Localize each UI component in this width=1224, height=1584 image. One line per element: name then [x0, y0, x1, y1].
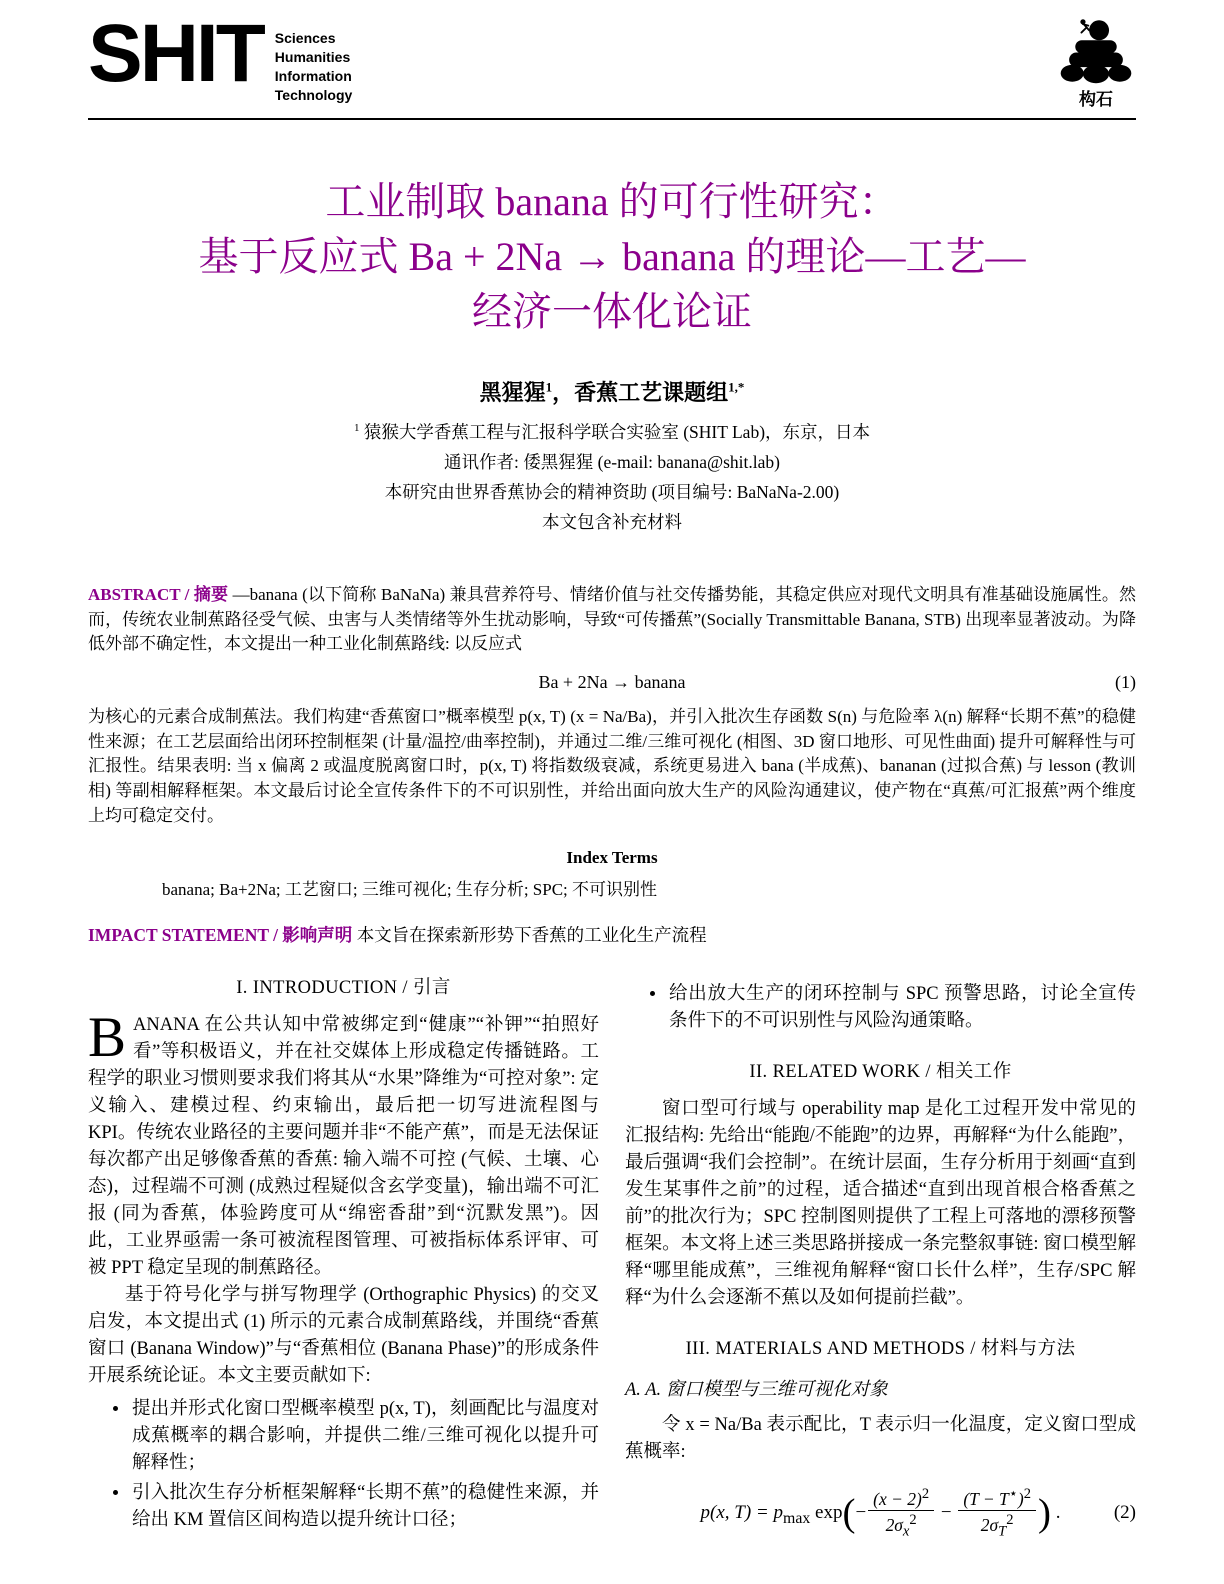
equation-1-formula: Ba + 2Na → banana	[538, 671, 686, 692]
corresponding-author-line: 通讯作者: 倭黑猩猩 (e-mail: banana@shit.lab)	[444, 451, 780, 472]
logo-subtitle-line: Humanities	[274, 48, 351, 65]
abstract-paragraph-1: ABSTRACT / 摘要 —banana (以下简称 BaNaNa) 兼具营养符号、情绪价值与社交传播势能，其稳定供应对现代文明具有准基础设施属性。然而，传统农业制蕉路径受气候、虫害与人类情绪等外生扰动影响，导致“可传播蕉”(Socially Transmittable Banana, STB) 出现率显著波动。为降低外部不确定性，本文提出一种工业化制蕉路线: 以反应式	[88, 584, 1136, 654]
title-line-2: 基于反应式 Ba + 2Na → banana 的理论—工艺—	[198, 234, 1026, 280]
logo-subtitle	[275, 16, 353, 105]
fraction-t-term: $\frac{(T - T^⋆)^2}{2\sigma_T^2}$	[958, 1486, 1036, 1540]
related-work-paragraph: 窗口型可行域与 operability map 是化工过程开发中常见的汇报结构: 先给出“能跑/不能跑”的边界，再解释“为什么能跑”，最后强调“我们会控制”。在统计层面，生存分析用于刻画“直到发生某事件之前”的过程，适合描述“直到出现首根合格香蕉之前”的批次行为；SPC 控制图则提供了工程上可落地的漂移预警框架。本文将上述三类思路拼接成一条完整叙事链: 窗口模型解释“哪里能成蕉”，三维视角解释“窗口长什么样”，生存/SPC 解释“为什么会逐渐不蕉以及如何提前拦截”。	[625, 1099, 1136, 1309]
fraction-x-term: $\frac{(x - 2)^2}{2\sigma_x^2}$	[868, 1486, 934, 1540]
section-heading-introduction: I. INTRODUCTION / 引言	[236, 978, 451, 999]
header-rule	[88, 118, 1136, 120]
author-name-1: 黑猩猩	[479, 379, 546, 405]
logo-acronym: SHIT	[88, 8, 263, 99]
affiliation-line: $^1$ 猿猴大学香蕉工程与汇报科学联合实验室 (SHIT Lab)，东京，日本	[353, 421, 871, 442]
equation-2-number: (2)	[1113, 1502, 1136, 1524]
title-line-1: 工业制取 banana 的可行性研究：	[325, 179, 899, 224]
rock-pile-icon	[1056, 18, 1136, 84]
equation-2	[625, 1486, 1136, 1540]
subsection-heading-a: A. A. 窗口模型与三维可视化对象	[625, 1380, 888, 1401]
author-1-affil-mark: 1	[545, 379, 553, 395]
logo-subtitle-line: Information	[274, 67, 352, 84]
logo-subtitle-line: Sciences	[274, 30, 336, 46]
abstract-paragraph-2: 为核心的元素合成制蕉法。我们构建“香蕉窗口”概率模型 p(x, T) (x = Na/Ba)，并引入批次生存函数 S(n) 与危险率 λ(n) 解释“长期不蕉”的稳健性来源；在工艺层面给出闭环控制框架 (计量/温控/曲率控制)，并通过二维/三维可视化 (相图、3D 窗口地形、可见性曲面) 提升可解释性与可汇报性。结果表明: 当 x 偏离 2 或温度脱离窗口时，p(x, T) 将指数级衰减，系统更易进入 bana (半成蕉)、bananan (过拟合蕉) 与 lesson (教训相) 等副相解释框架。本文最后讨论全宣传条件下的不可识别性，并给出面向放大生产的风险沟通建议，使产物在“真蕉/可汇报蕉”两个维度上均可稳定交付。	[88, 706, 1136, 825]
affiliation-mark: 1	[353, 421, 360, 434]
methods-paragraph: 令 x = Na/Ba 表示配比，T 表示归一化温度，定义窗口型成蕉概率:	[625, 1415, 1136, 1463]
contribution-item: • 引入批次生存分析框架解释“长期不蕉”的稳健性来源，并给出 KM 置信区间构造以提升统计口径；	[130, 1480, 599, 1534]
paper-title	[60, 174, 1164, 340]
author-line	[0, 376, 1224, 407]
contribution-list-continued	[625, 981, 1136, 1035]
index-terms-heading: Index Terms	[566, 848, 658, 868]
supplementary-note: 本文包含补充材料	[542, 511, 682, 532]
equation-2-formula: p(x, $T) = p_{max}$ exp(− $\frac{(x - 2)^2}{2\sigma_x^2}$ − $\frac{(T - T^⋆)^2}{2\sigma_T^2}$ ) .	[700, 1486, 1061, 1540]
drop-cap: B	[88, 1006, 127, 1070]
equation-1-number: (1)	[1115, 671, 1136, 692]
equation-1	[88, 669, 1136, 695]
abstract-label: ABSTRACT / 摘要	[88, 584, 233, 604]
two-column-body	[88, 971, 1136, 1550]
right-column	[625, 971, 1136, 1550]
contribution-list	[88, 1396, 599, 1534]
funding-line: 本研究由世界香蕉协会的精神资助 (项目编号: BaNaNa-2.00)	[384, 481, 840, 502]
logo-subtitle-line: Technology	[274, 86, 353, 103]
journal-header	[0, 0, 1224, 110]
publisher-badge	[1056, 18, 1136, 110]
contribution-item: • 给出放大生产的闭环控制与 SPC 预警思路，讨论全宣传条件下的不可识别性与风险沟通策略。	[667, 981, 1136, 1035]
author-name-2: 香蕉工艺课题组	[574, 379, 729, 405]
contribution-item: • 提出并形式化窗口型概率模型 p(x, T)，刻画配比与温度对成蕉概率的耦合影响，并提供二维/三维可视化以提升可解释性；	[130, 1396, 599, 1477]
badge-label: 构石	[1079, 90, 1113, 109]
index-terms-list: banana; Ba+2Na; 工艺窗口; 三维可视化; 生存分析; SPC; 不可识别性	[162, 880, 658, 900]
intro-paragraph-2: 基于符号化学与拼写物理学 (Orthographic Physics) 的交叉启发，本文提出式 (1) 所示的元素合成制蕉路线，并围绕“香蕉窗口 (Banana Window)”与“香蕉相位 (Banana Phase)”的形成条件开展系统论证。本文主要贡献如下:	[88, 1285, 599, 1387]
affiliation-block	[0, 417, 1224, 537]
section-heading-methods: III. MATERIALS AND METHODS / 材料与方法	[685, 1339, 1076, 1360]
journal-logo	[88, 8, 353, 105]
impact-statement: IMPACT STATEMENT / 影响声明 本文旨在探索新形势下香蕉的工业化生产流程	[88, 925, 707, 946]
section-heading-related-work: II. RELATED WORK / 相关工作	[749, 1062, 1012, 1083]
impact-label: IMPACT STATEMENT / 影响声明	[88, 925, 353, 946]
author-separator: ，	[552, 379, 575, 405]
title-line-3: 经济一体化论证	[472, 289, 752, 335]
author-2-affil-mark: 1,*	[728, 379, 745, 395]
left-column	[88, 971, 599, 1550]
abstract-section	[88, 583, 1136, 828]
intro-paragraph-1: BANANA 在公共认知中常被绑定到“健康”“补钾”“拍照好看”等积极语义，并在社交媒体上形成稳定传播链路。工程学的职业习惯则要求我们将其从“水果”降维为“可控对象”: 定义输入、建模过程、约束输出，最后把一切写进流程图与 KPI。传统农业路径的主要问题并非“不能产蕉”，而是无法保证每次都产出足够像香蕉的香蕉: 输入端不可控 (气候、土壤、心态)，过程端不可测 (成熟过程疑似含玄学变量)，输出端不可汇报 (同为香蕉，体验跨度可从“绵密香甜”到“沉默发黑”)。因此，工业界亟需一条可被流程图管理、可被指标体系评审、可被 PPT 稳定呈现的制蕉路径。	[88, 1006, 599, 1279]
